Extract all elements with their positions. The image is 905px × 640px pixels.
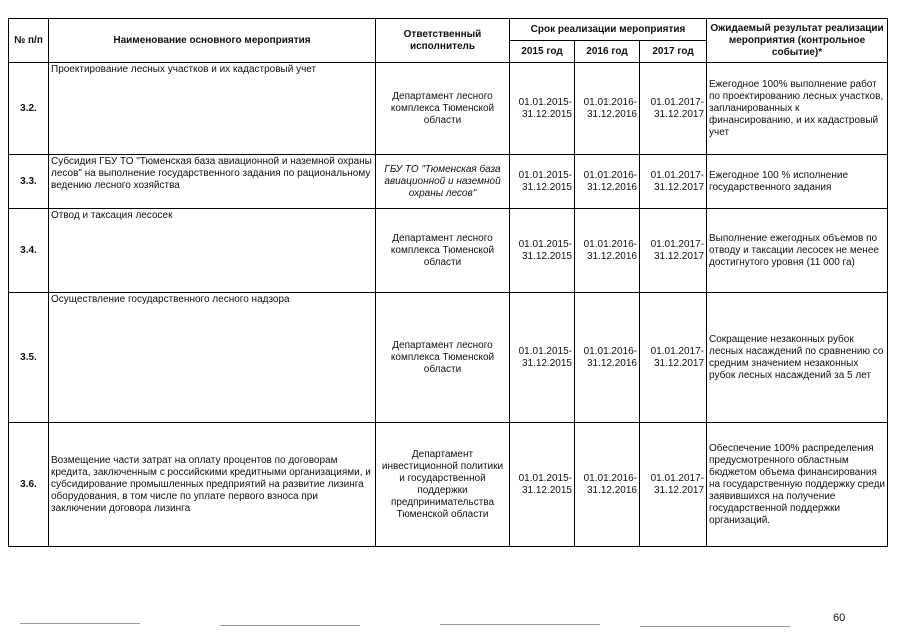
header-year-2017: 2017 год: [640, 41, 707, 63]
expected-result: Ежегодное 100 % исполнение государственного задания: [707, 155, 888, 209]
table-row: [9, 63, 888, 155]
period-2017: 01.01.2017-31.12.2017: [640, 63, 707, 155]
measure-executor: Департамент лесного комплекса Тюменской области: [376, 293, 510, 423]
measure-executor: Департамент лесного комплекса Тюменской области: [376, 63, 510, 155]
period-2017: 01.01.2017-31.12.2017: [640, 293, 707, 423]
row-number: 3.4.: [9, 209, 49, 293]
expected-result: Ежегодное 100% выполнение работ по проектированию лесных участков, запланированных к финансированию, и их кадастровый учет: [707, 63, 888, 155]
table-row: [9, 209, 888, 293]
row-number: 3.5.: [9, 293, 49, 423]
measure-name: Проектирование лесных участков и их кадастровый учет: [49, 63, 376, 155]
header-result: Ожидаемый результат реализации мероприятия (контрольное событие)*: [707, 19, 888, 63]
period-2016: 01.01.2016-31.12.2016: [575, 423, 640, 547]
measure-executor: ГБУ ТО "Тюменская база авиационной и наземной охраны лесов": [376, 155, 510, 209]
header-num: № п/п: [9, 19, 49, 63]
period-2016: 01.01.2016-31.12.2016: [575, 209, 640, 293]
scan-artifact-line: [20, 623, 140, 624]
header-period: Срок реализации мероприятия: [510, 19, 707, 41]
scan-artifact-line: [440, 624, 600, 625]
period-2016: 01.01.2016-31.12.2016: [575, 155, 640, 209]
period-2016: 01.01.2016-31.12.2016: [575, 63, 640, 155]
expected-result: Обеспечение 100% распределения предусмотренного областным бюджетом объема финансирования на государственную поддержку среди заявившихся на получение государственной поддержки организаций.: [707, 423, 888, 547]
page-number: 60: [833, 612, 846, 624]
table-row: [9, 293, 888, 423]
period-2017: 01.01.2017-31.12.2017: [640, 423, 707, 547]
measure-name: Возмещение части затрат на оплату процентов по договорам кредита, заключенным с российскими кредитными организациями, и субсидирование промышленных предприятий на развитие лизинга оборудования, в том числе по уплате первого взноса при заключении договора лизинга: [49, 423, 376, 547]
row-number: 3.2.: [9, 63, 49, 155]
header-executor: Ответственный исполнитель: [376, 19, 510, 63]
result-text: Выполнение ежегодных объемов по отводу и таксации лесосек не менее достигнутого уровня: [709, 232, 879, 268]
table-row: [9, 155, 888, 209]
measure-name: Осуществление государственного лесного надзора: [49, 293, 376, 423]
scan-artifact-line: [640, 626, 790, 627]
measure-executor: Департамент инвестиционной политики и государственной поддержки предпринимательства Тюменской области: [376, 423, 510, 547]
period-2017: 01.01.2017-31.12.2017: [640, 209, 707, 293]
row-number: 3.6.: [9, 423, 49, 547]
period-2015: 01.01.2015-31.12.2015: [510, 209, 575, 293]
period-2015: 01.01.2015-31.12.2015: [510, 155, 575, 209]
measure-name: Субсидия ГБУ ТО "Тюменская база авиационной и наземной охраны лесов" на выполнение государственного задания по рациональному ведению лесного хозяйства: [49, 155, 376, 209]
expected-result: [707, 209, 888, 293]
measure-executor: Департамент лесного комплекса Тюменской области: [376, 209, 510, 293]
period-2016: 01.01.2016-31.12.2016: [575, 293, 640, 423]
period-2015: 01.01.2015-31.12.2015: [510, 293, 575, 423]
period-2015: 01.01.2015-31.12.2015: [510, 423, 575, 547]
table-row: [9, 423, 888, 547]
period-2017: 01.01.2017-31.12.2017: [640, 155, 707, 209]
result-area-value: (11 000 га): [806, 256, 855, 268]
measures-table: [8, 18, 888, 547]
header-year-2016: 2016 год: [575, 41, 640, 63]
scan-artifact-line: [220, 625, 360, 626]
header-name: Наименование основного мероприятия: [49, 19, 376, 63]
period-2015: 01.01.2015-31.12.2015: [510, 63, 575, 155]
measure-name: Отвод и таксация лесосек: [49, 209, 376, 293]
expected-result: Сокращение незаконных рубок лесных насаждений по сравнению со средним значением незаконных рубок лесных насаждений за 5 лет: [707, 293, 888, 423]
row-number: 3.3.: [9, 155, 49, 209]
header-year-2015: 2015 год: [510, 41, 575, 63]
